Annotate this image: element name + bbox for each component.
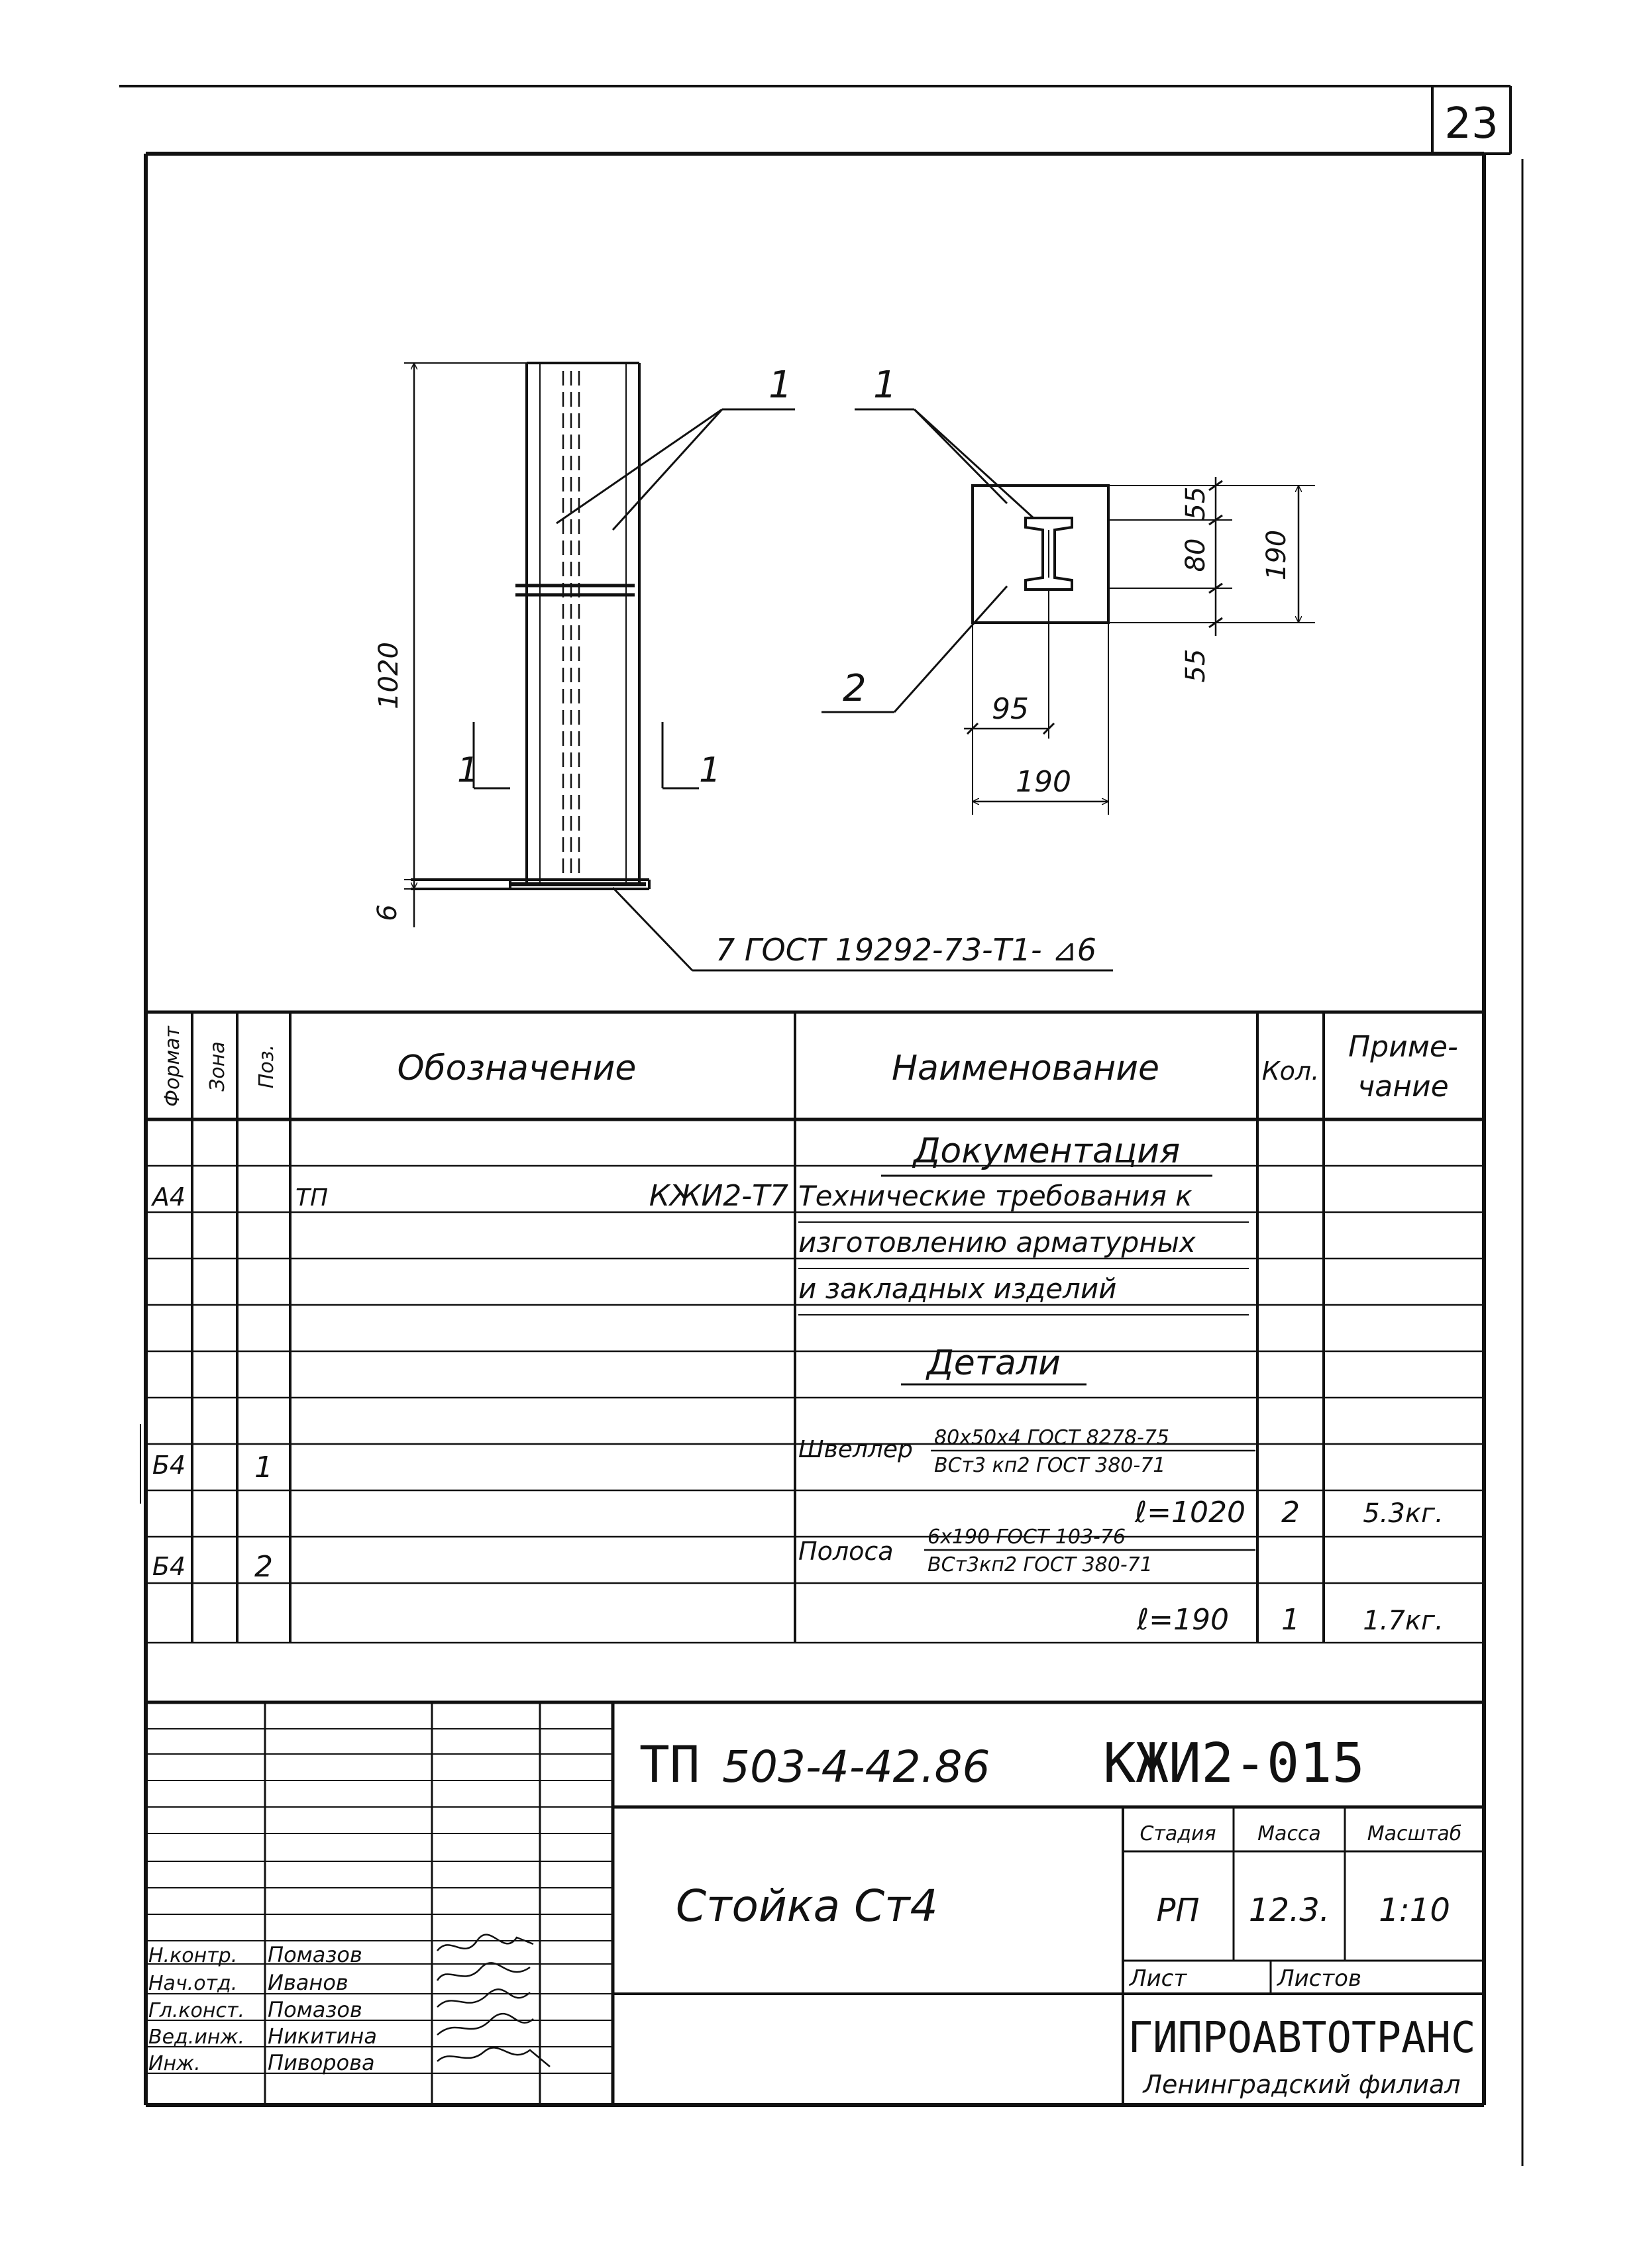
title-code-suffix: КЖИ2-015 [1103,1732,1365,1795]
sig-name-4: Никитина [268,2024,377,2049]
doc-row-designation-right: КЖИ2-Т7 [649,1179,788,1213]
item-2-format: Б4 [152,1552,186,1581]
sig-role-1: Н.контр. [148,1944,238,1967]
item-2-pos: 2 [254,1550,273,1584]
sheet-label: Лист [1130,1965,1187,1992]
item-2-length: ℓ=190 [1136,1603,1229,1637]
sig-role-2: Нач.отд. [148,1972,238,1995]
sig-role-3: Гл.конст. [148,1999,245,2022]
sheets-label: Листов [1277,1965,1362,1992]
stage-value: РП [1156,1892,1200,1929]
doc-row-designation-left: ТП [295,1184,329,1211]
header-pos: Поз. [255,1044,278,1089]
dim-base-6: 6 [372,904,403,921]
scale-label: Масштаб [1367,1822,1462,1845]
sig-role-5: Инж. [148,2052,201,2075]
item-1-frac-bottom: ВСт3 кп2 ГОСТ 380-71 [934,1454,1166,1477]
leader-label-front: 1 [768,364,792,407]
scale-value: 1:10 [1379,1892,1450,1929]
dim-55-top: 55 [1181,486,1211,521]
leader-label-section-2: 2 [843,667,867,710]
title-drawing-name: Стойка Ст4 [676,1881,938,1932]
item-1-pos: 1 [254,1451,273,1484]
dim-80: 80 [1181,538,1211,572]
item-1-note: 5.3кг. [1363,1498,1444,1529]
item-2-frac-top: 6х190 ГОСТ 103-76 [928,1525,1126,1549]
doc-row-name-line3: и закладных изделий [798,1272,1117,1305]
section-docs-title: Документация [913,1131,1181,1171]
item-2-note: 1.7кг. [1363,1606,1444,1636]
spec-table-grid [146,1012,1484,1702]
section-mark-right: 1 [699,750,721,790]
stage-label: Стадия [1140,1822,1216,1845]
sheet-frame [119,86,1522,2166]
dim-190-horizontal: 190 [1016,765,1071,799]
org-branch: Ленинградский филиал [1143,2070,1461,2099]
item-1-length: ℓ=1020 [1134,1496,1246,1529]
item-1-format: Б4 [152,1451,186,1480]
dim-190-vertical: 190 [1261,529,1292,581]
doc-row-name-line2: изготовлению арматурных [798,1226,1196,1259]
item-1-qty: 2 [1281,1496,1300,1529]
mass-label: Масса [1257,1822,1321,1845]
leader-label-section-1: 1 [873,364,897,407]
dim-55-bottom: 55 [1181,648,1211,683]
section-view [822,409,1315,815]
header-zone: Зона [206,1041,229,1092]
item-1-name: Швеллер [798,1436,913,1463]
sig-name-2: Иванов [268,1970,348,1995]
title-code-number: 503-4-42.86 [722,1741,990,1792]
doc-row-format: А4 [152,1182,186,1211]
header-designation: Обозначение [397,1049,637,1088]
header-qty: Кол. [1261,1057,1320,1086]
sig-name-1: Помазов [268,1942,362,1967]
header-format: Формат [161,1026,184,1107]
sheet-number: 23 [1444,99,1499,148]
title-code-prefix: ТП [639,1735,700,1794]
header-note-line1: Приме- [1348,1030,1458,1064]
org-name: ГИПРОАВТОТРАНС [1128,2014,1476,2063]
section-details-title: Детали [927,1343,1061,1383]
dim-height-1020: 1020 [374,642,404,709]
header-note-line2: чание [1357,1070,1449,1104]
doc-row-name-line1: Технические требования к [798,1180,1192,1212]
item-2-frac-bottom: ВСт3кп2 ГОСТ 380-71 [928,1553,1153,1576]
front-view [404,363,1113,970]
item-1-frac-top: 80х50х4 ГОСТ 8278-75 [934,1426,1169,1449]
sig-role-4: Вед.инж. [148,2026,244,2049]
sig-name-5: Пиворова [268,2050,375,2075]
header-name: Наименование [891,1049,1160,1088]
item-2-name: Полоса [798,1537,894,1566]
mass-value: 12.3. [1248,1892,1330,1929]
weld-note: 7 ГОСТ 19292-73-Т1- ⊿6 [716,932,1097,968]
item-2-qty: 1 [1281,1603,1300,1637]
dim-95: 95 [992,692,1029,726]
sig-name-3: Помазов [268,1997,362,2022]
section-mark-left: 1 [457,750,480,790]
